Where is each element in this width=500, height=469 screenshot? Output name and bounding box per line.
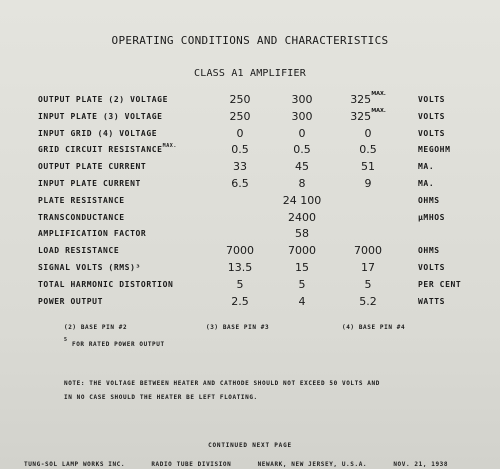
max-marker: MAX. xyxy=(371,107,386,114)
value-c3: 5.2 xyxy=(359,294,377,308)
value-c3: 7000 xyxy=(354,244,382,258)
value-c1: 250 xyxy=(229,109,251,123)
table-row xyxy=(0,295,500,311)
page-footer xyxy=(24,461,476,468)
row-unit: OHMS xyxy=(418,195,440,205)
value-c3: $325^{MAX.}$ xyxy=(350,107,386,123)
row-label: TRANSCONDUCTANCE xyxy=(38,212,125,222)
footer-company: TUNG-SOL LAMP WORKS INC. xyxy=(24,461,126,468)
row-unit: MA. xyxy=(418,179,435,188)
value-c2: 24 100 xyxy=(282,193,322,207)
value-c1: 33 xyxy=(233,160,247,174)
footnote-pin3: (3) BASE PIN #3 xyxy=(206,324,270,331)
value-c3: 17 xyxy=(361,261,375,274)
row-label: PLATE RESISTANCE xyxy=(38,195,125,205)
row-unit: MEGOHM xyxy=(418,145,451,155)
value-c3: 51 xyxy=(361,160,375,174)
table-row xyxy=(0,107,500,126)
value-c1: 0 xyxy=(236,126,244,140)
value-c3: 5 xyxy=(364,277,372,291)
footer-division: RADIO TUBE DIVISION xyxy=(151,461,232,468)
footnote-rated: FOR RATED POWER OUTPUT xyxy=(72,341,165,348)
row-unit: MA. xyxy=(418,162,435,172)
value-c2: 58 xyxy=(295,227,309,241)
row-label: TOTAL HARMONIC DISTORTION xyxy=(38,279,174,289)
note-line-1: NOTE: THE VOLTAGE BETWEEN HEATER AND CATHODE SHOULD NOT EXCEED 50 VOLTS AND xyxy=(64,380,380,387)
value-c1: 2.5 xyxy=(231,294,249,308)
table-row xyxy=(0,143,500,159)
value-c2: 300 xyxy=(291,109,313,123)
value-c1: 0.5 xyxy=(231,143,249,157)
row-label: INPUT PLATE CURRENT xyxy=(38,179,141,188)
continued-next-page: CONTINUED NEXT PAGE xyxy=(208,442,292,449)
value-c1: 13.5 xyxy=(227,261,253,274)
table-row xyxy=(0,177,500,193)
table-row xyxy=(0,194,500,210)
max-marker: MAX. xyxy=(371,91,386,97)
table-row xyxy=(0,244,500,260)
table-row xyxy=(0,211,500,227)
value-c2: 0.5 xyxy=(293,143,311,157)
row-label: INPUT PLATE (3) VOLTAGE xyxy=(38,111,163,121)
row-label: INPUT GRID (4) VOLTAGE xyxy=(38,128,158,138)
row-label: SIGNAL VOLTS (RMS)³ xyxy=(38,263,141,272)
footnote-pin4: (4) BASE PIN #4 xyxy=(342,324,406,331)
note-line-2: IN NO CASE SHOULD THE HEATER BE LEFT FLOATING. xyxy=(64,394,258,401)
row-label: POWER OUTPUT xyxy=(38,296,103,306)
row-label: AMPLIFICATION FACTOR xyxy=(38,229,147,239)
footnote-rated-mark xyxy=(64,337,68,346)
row-label: OUTPUT PLATE (2) VOLTAGE xyxy=(38,95,168,104)
value-c2: 300 xyxy=(291,93,313,106)
table-row xyxy=(0,127,500,143)
value-c2: 0 xyxy=(298,126,306,140)
value-c2: 15 xyxy=(295,261,309,274)
row-label: LOAD RESISTANCE xyxy=(38,246,120,256)
value-c2: 45 xyxy=(295,160,309,174)
table-row xyxy=(0,278,500,294)
row-label: GRID CIRCUIT $RESISTANCE^{MAX.}$ xyxy=(38,143,178,155)
row-unit: WATTS xyxy=(418,296,446,306)
row-unit: OHMS xyxy=(418,246,440,256)
table-row xyxy=(0,261,500,277)
row-unit: VOLTS xyxy=(418,111,446,121)
footnote-pin2: (2) BASE PIN #2 xyxy=(64,324,128,331)
row-unit: VOLTS xyxy=(418,95,446,104)
row-unit: VOLTS xyxy=(418,128,446,138)
value-c3: 0.5 xyxy=(359,143,377,157)
row-unit: VOLTS xyxy=(418,263,446,272)
value-c3: $325^{MAX.}$ xyxy=(350,91,386,106)
max-marker: MAX. xyxy=(162,143,178,150)
table-row xyxy=(0,93,500,109)
value-c2: 4 xyxy=(298,294,306,308)
table-row xyxy=(0,160,500,176)
value-c2: 7000 xyxy=(288,244,316,258)
value-c2: 2400 xyxy=(288,210,316,224)
page-title: OPERATING CONDITIONS AND CHARACTERISTICS xyxy=(111,34,389,47)
value-c3: 0 xyxy=(364,126,372,140)
value-c1: 7000 xyxy=(226,244,254,258)
value-c1: 250 xyxy=(229,93,251,106)
row-unit: μMHOS xyxy=(418,212,446,222)
value-c2: 8 xyxy=(298,177,306,190)
footer-city: NEWARK, NEW JERSEY, U.S.A. xyxy=(257,461,368,468)
section-subtitle: CLASS A1 AMPLIFIER xyxy=(194,68,306,79)
value-c1: 6.5 xyxy=(231,177,249,190)
table-row xyxy=(0,227,500,243)
footnote-rated-number: 5 xyxy=(64,337,68,343)
footer-date: NOV. 21, 1938 xyxy=(393,461,449,468)
row-label: OUTPUT PLATE CURRENT xyxy=(38,162,147,172)
value-c1: 5 xyxy=(236,277,244,291)
value-c2: 5 xyxy=(298,277,306,291)
value-c3: 9 xyxy=(364,177,372,190)
row-unit: PER CENT xyxy=(418,279,462,289)
